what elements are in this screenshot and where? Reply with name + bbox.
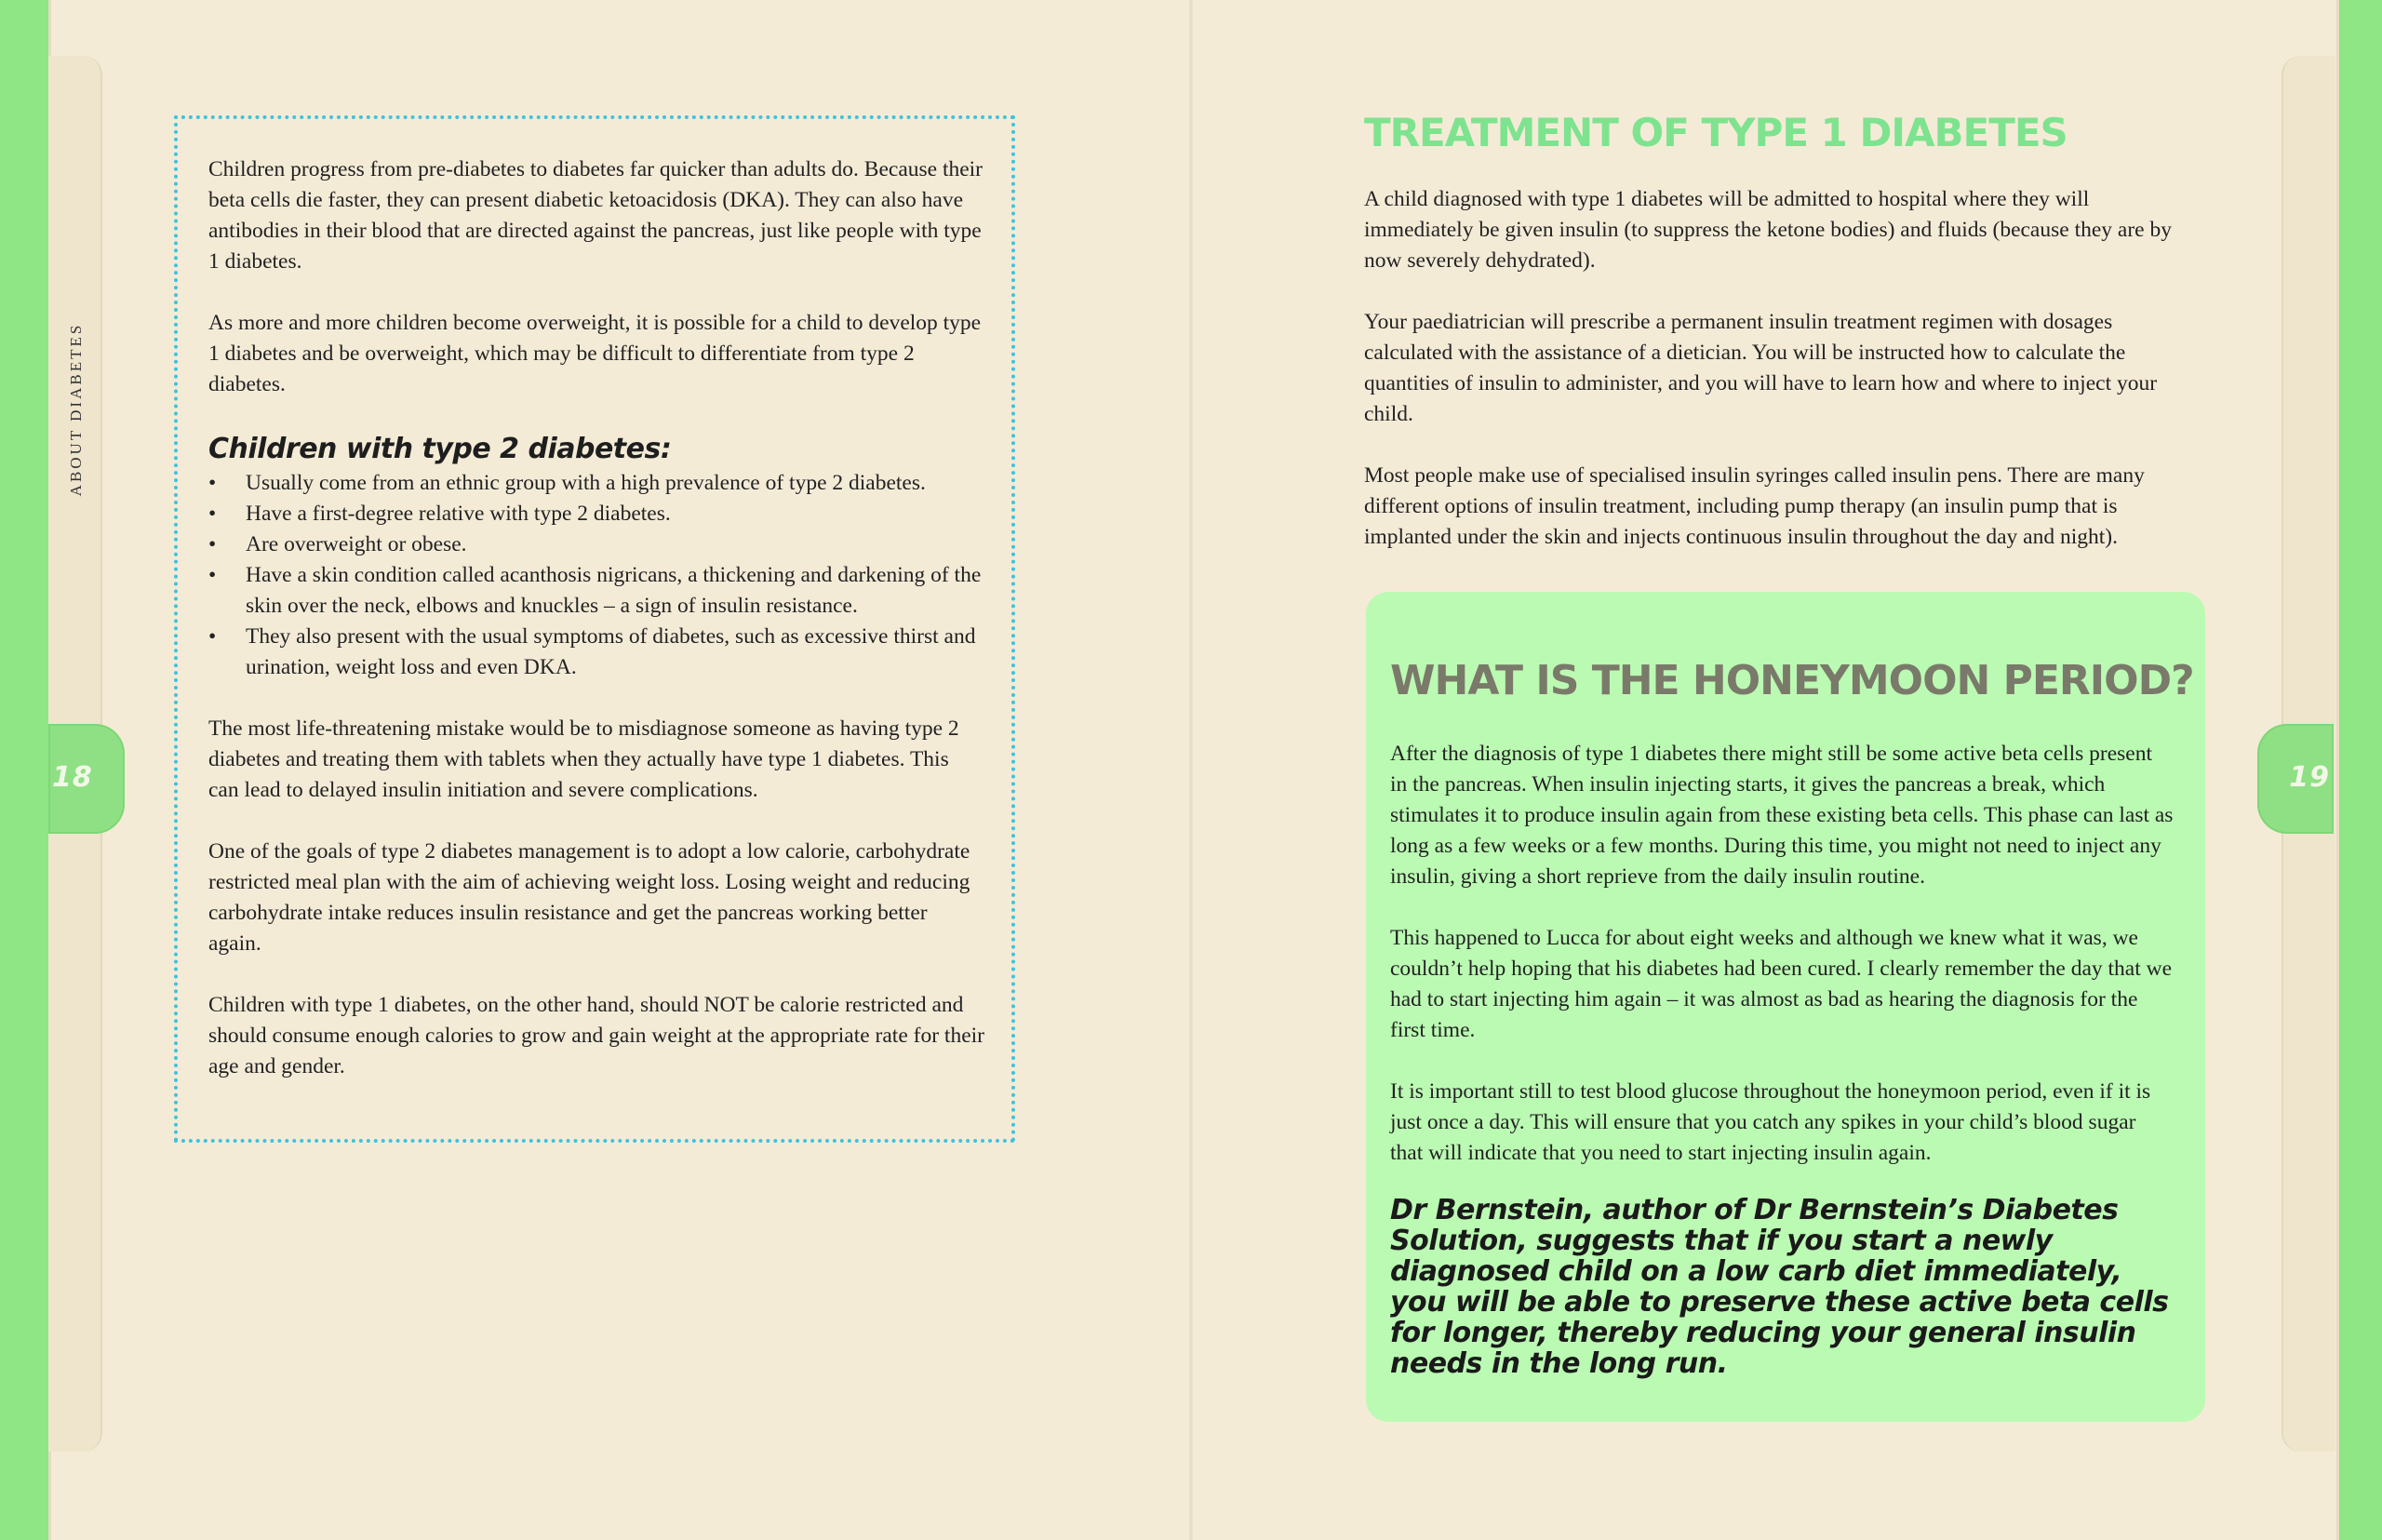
list-item: • Have a first-degree relative with type 2 diabetes. [208,499,984,529]
page-gutter [1189,0,1193,1540]
list-item: • Have a skin condition called acanthosis nigricans, a thickening and darkening of the skin over the neck, elbows and knuckles – a sign of insulin resistance. [208,560,984,622]
list-item: • Are overweight or obese. [208,529,984,560]
list-item: • Usually come from an ethnic group with a high prevalence of type 2 diabetes. [208,468,984,499]
paragraph: After the diagnosis of type 1 diabetes there might still be some active beta cells present in the pancreas. When insulin injecting starts, it gives the pancreas a break, which stimulates it to produce insulin again from these existing beta cells. This phase can last as long as a few weeks or a few months. During this time, you might not need to inject any insulin, giving a short reprieve from the daily insulin routine. [1390,742,2174,889]
paragraph: Most people make use of specialised insulin syringes called insulin pens. There are many different options of insulin treatment, including pump therapy (an insulin pump that is implanted under the skin and injects continuous insulin throughout the day and night). [1364,463,2145,549]
callout-body [1390,739,2174,1199]
callout-heading: WHAT IS THE HONEYMOON PERIOD? [1390,657,2194,704]
callout-quote: Dr Bernstein, author of Dr Bernstein’s Diabetes Solution, suggests that if you start a newly diagnosed child on a low carb diet immediately, you will be able to preserve these active beta cells for longer, thereby reducing your general insulin needs in the long run. [1390,1194,2169,1380]
paragraph: This happened to Lucca for about eight weeks and although we knew what it was, we couldn’t help hoping that his diabetes had been cured. I clearly remember the day that we had to start injecting him again – it was almost as bad as hearing the diagnosis for the first time. [1390,926,2173,1042]
running-head-text: ABOUT DIABETES [67,322,85,497]
subheading: Children with type 2 diabetes: [208,433,672,465]
list-item: • They also present with the usual symptoms of diabetes, such as excessive thirst and urination, weight loss and even DKA. [208,622,984,683]
paragraph: It is important still to test blood glucose throughout the honeymoon period, even if it is just once a day. This will ensure that you catch any spikes in your child’s blood sugar that will indicate that you need to start injecting insulin again. [1390,1079,2151,1165]
paragraph: The most life-threatening mistake would be to misdiagnose someone as having type 2 diabetes and treating them with tablets when they actually have type 1 diabetes. This can lead to delayed insulin initiation and severe complications. [208,716,959,802]
honeymoon-callout-box [1366,592,2205,1422]
page-number-left: 18 [52,761,93,794]
page-tab-left [48,724,125,834]
paragraph: Children with type 1 diabetes, on the other hand, should NOT be calorie restricted and should consume enough calories to grow and gain weight at the appropriate rate for their age and gender. [208,993,984,1078]
page-tab-right [2257,724,2334,834]
paragraph: A child diagnosed with type 1 diabetes will be admitted to hospital where they will immediately be given insulin (to suppress the ketone bodies) and fluids (because they are by now severely dehydrated). [1364,187,2172,273]
paragraph: Your paediatrician will prescribe a permanent insulin treatment regimen with dosages calculated with the assistance of a dietician. You will be instructed how to calculate the quantities of insulin to administer, and you will have to learn how and where to inject your child. [1364,310,2158,426]
paragraph: Children progress from pre-diabetes to diabetes far quicker than adults do. Because their beta cells die faster, they can present diabetic ketoacidosis (DKA). They can also have antibodies in their blood that are directed against the pancreas, just like people with type 1 diabetes. [208,157,984,274]
bullet-list [208,468,984,683]
paragraph: One of the goals of type 2 diabetes management is to adopt a low calorie, carbohydrate restricted meal plan with the aim of achieving weight loss. Losing weight and reducing carbohydrate intake reduces insulin resistance and get the pancreas working better again. [208,839,970,956]
left-column [208,154,984,1113]
paragraph: As more and more children become overweight, it is possible for a child to develop type 1 diabetes and be overweight, which may be difficult to differentiate from type 2 diabetes. [208,311,982,396]
right-column [1364,184,2183,583]
page-number-right: 19 [2289,761,2330,794]
section-heading: TREATMENT OF TYPE 1 DIABETES [1364,110,2068,155]
running-head [58,316,95,502]
